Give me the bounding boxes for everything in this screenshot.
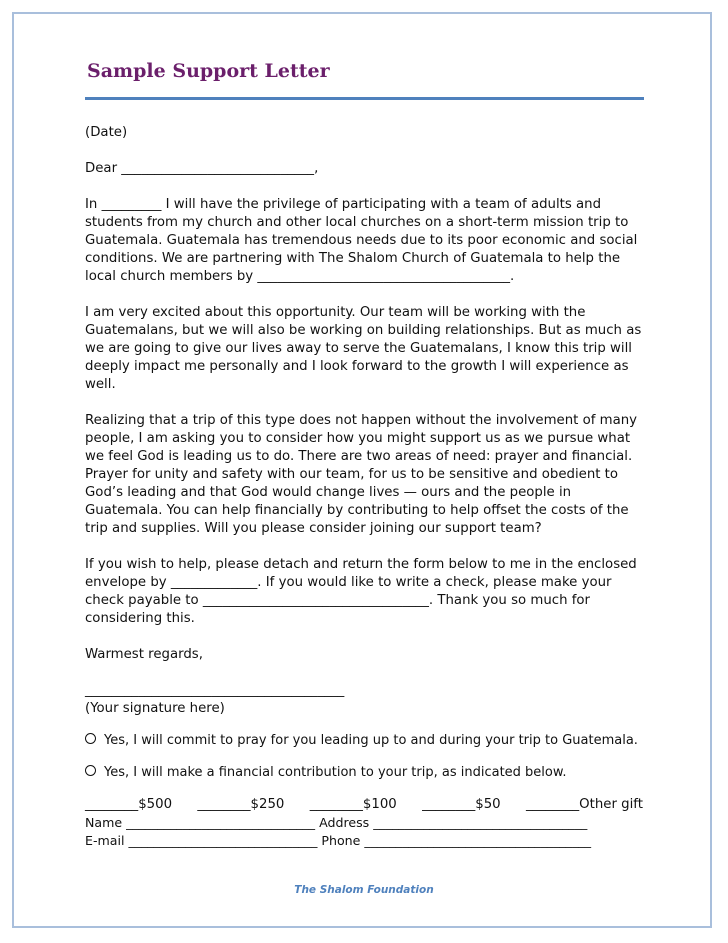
footer-organization: The Shalom Foundation [294,884,434,896]
name-address-line[interactable]: Name ______________________________ Address __________________________________ [85,815,588,830]
paragraph-3: Realizing that a trip of this type does not happen without the involvement of many people, I am asking you to consider how you might support us as we pursue what we feel God is leading us to do. There are two areas of need: prayer and financial. Prayer for unity and safety with our team, for us to be sensitive and obedient to God’s leading and that God would change lives — ours and the people in Guatemala. You can help financially by contributing to help offset the costs of the trip and supplies. Will you please consider joining our support team? [85,413,638,536]
title-rule [85,97,644,100]
signature-line: _______________________________________ [85,683,345,698]
radio-circle-icon[interactable] [85,765,96,776]
financial-option[interactable] [85,764,643,782]
letter-body [85,124,643,850]
amount-50[interactable]: ________$50 [422,797,501,812]
pray-option-label: Yes, I will commit to pray for you leading up to and during your trip to Guatemala. [104,733,638,748]
paragraph-1: In _________ I will have the privilege of participating with a team of adults and students from my church and other local churches on a short-term mission trip to Guatemala. Guatemala has tremendous needs due to its poor economic and social conditions. We are partnering with The Shalom Church of Guatemala to help the local church members by ______________________________________. [85,197,638,284]
salutation: Dear _____________________________, [85,161,319,176]
amount-100[interactable]: ________$100 [309,797,397,812]
amount-other[interactable]: ________Other gift [525,797,643,812]
pray-option[interactable] [85,732,643,750]
paragraph-2: I am very excited about this opportunity. Our team will be working with the Guatemalans, but we will also be working on building relationships. But as much as we are going to give our lives away to serve the Guatemalans, I know this trip will deeply impact me personally and I look forward to the growth I will experience as well. [85,305,642,392]
amount-500[interactable]: ________$500 [85,797,173,812]
amount-options [85,796,643,814]
paragraph-4: If you wish to help, please detach and return the form below to me in the enclosed envelope by _____________. If you would like to write a check, please make your check payable to __________________________________. Thank you so much for considering this. [85,557,637,626]
financial-option-label: Yes, I will make a financial contribution to your trip, as indicated below. [104,765,567,780]
date-line: (Date) [85,125,128,140]
letter-title: Sample Support Letter [87,60,330,82]
signature-hint: (Your signature here) [85,701,225,716]
radio-circle-icon[interactable] [85,733,96,744]
closing: Warmest regards, [85,647,203,662]
email-phone-line[interactable]: E-mail ______________________________ Phone ____________________________________ [85,833,592,848]
amount-250[interactable]: ________$250 [197,797,285,812]
